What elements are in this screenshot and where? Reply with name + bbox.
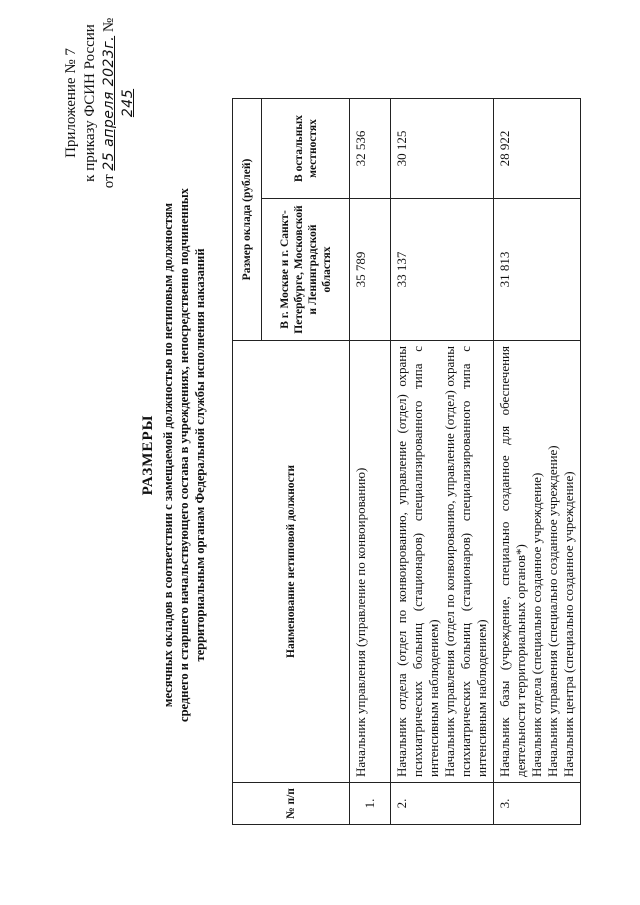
position-line: Начальник управления (специально созданное учреждение) [545,445,560,777]
row-num: 3. [494,783,581,825]
handwritten-number: 245 [120,88,136,118]
header-other: В остальных местностях [262,99,350,199]
header-moscow: В г. Москве и г. Санкт-Петербурге, Московской и Ленинградской областях [262,199,350,341]
handwritten-date: 25 апреля 2023г. [101,35,117,171]
row-salary-moscow: 31 813 [494,199,581,341]
row-salary-moscow: 35 789 [350,199,391,341]
date-prefix: от [101,174,117,189]
row-salary-other: 28 922 [494,99,581,199]
table-row [494,99,581,825]
table-row [391,99,494,825]
header-name: Наименование нетиповой должности [233,341,350,783]
appendix-title: Приложение № 7 [63,48,79,158]
subtitle-line-3: территориальным органам Федеральной службы исполнения наказаний [193,248,207,662]
appendix-order: к приказу ФСИН России [82,24,98,182]
row-num: 2. [391,783,494,825]
position-line: Начальник управления (управление по конвоированию) [353,467,368,777]
salary-table [232,98,581,825]
position-line: Начальник центра (специально созданное учреждение) [561,471,576,777]
table-header-row [233,99,262,825]
position-line: Начальник базы (учреждение, специально созданное для обеспечения деятельности территориальных органов*) [497,346,528,777]
row-position [391,341,494,783]
position-line: Начальник отдела (отдел по конвоированию, управление (отдел) охраны психиатрических больниц (стационаров) специализированного типа с интенсивным наблюдением) [394,346,441,777]
position-line: Начальник управления (отдел по конвоированию, управление (отдел) охраны психиатрических больниц (стационаров) специализированного типа с интенсивным наблюдением) [442,346,489,777]
number-label: № [101,17,117,33]
header-num: № п/п [233,783,350,825]
appendix-date-line [100,13,138,193]
header-salary: Размер оклада (рублей) [233,99,262,341]
row-salary-other: 30 125 [391,99,494,199]
subtitle-line-1: месячных окладов в соответствии с замещаемой должностью по нетиповым должностям [161,202,175,708]
document-subtitle [160,65,208,845]
row-salary-moscow: 33 137 [391,199,494,341]
row-position [494,341,581,783]
appendix-header [62,13,138,193]
row-num: 1. [350,783,391,825]
document-title: РАЗМЕРЫ [140,414,156,496]
row-salary-other: 32 536 [350,99,391,199]
row-position [350,341,391,783]
position-line: Начальник отдела (специально созданное учреждение) [529,472,544,777]
subtitle-line-2: среднего и старшего начальствующего состава в учреждениях, непосредственно подчиненных [177,188,191,722]
table-row [350,99,391,825]
